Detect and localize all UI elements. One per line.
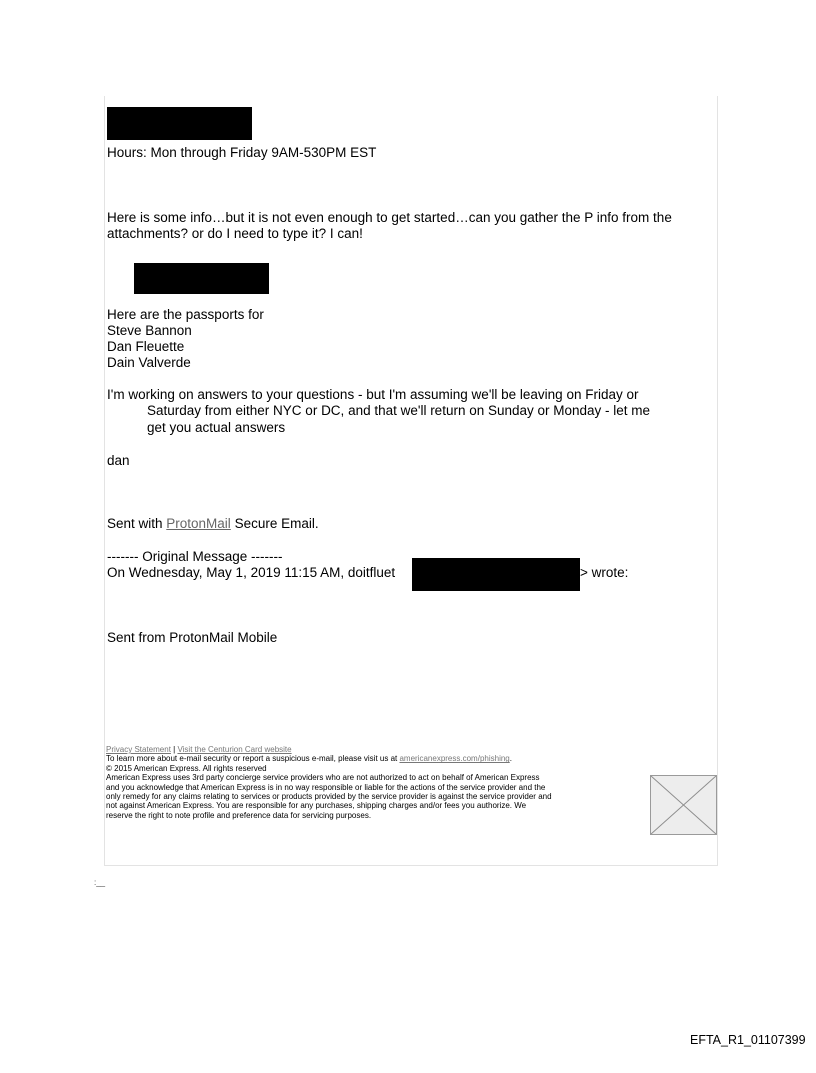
hours-text: Hours: Mon through Friday 9AM-530PM EST — [107, 145, 377, 160]
passports-line: Here are the passports for — [107, 307, 264, 322]
disclaimer-line: American Express uses 3rd party concierge service providers who are not authorized to act on behalf of American Express — [106, 773, 540, 783]
signoff: dan — [107, 453, 130, 468]
passport-name: Steve Bannon — [107, 323, 192, 338]
privacy-statement-link[interactable]: Privacy Statement — [106, 745, 171, 754]
footer-links-row — [106, 745, 651, 754]
body-intro-line: attachments? or do I need to type it? I can! — [107, 226, 363, 241]
body-intro-line: Here is some info…but it is not even enough to get started…can you gather the P info from the — [107, 210, 672, 225]
protonmail-link[interactable]: ProtonMail — [166, 516, 231, 531]
disclaimer-line: reserve the right to note profile and preference data for servicing purposes. — [106, 810, 372, 820]
copyright-text: © 2015 American Express. All rights reserved — [106, 763, 267, 773]
passport-name: Dan Fleuette — [107, 339, 185, 354]
security-end: . — [509, 754, 512, 764]
original-message-wrote: > wrote: — [580, 565, 629, 580]
broken-image-icon — [650, 775, 717, 835]
answers-line: Saturday from either NYC or DC, and that we'll return on Sunday or Monday - let me — [147, 403, 651, 418]
sent-with-line — [107, 516, 319, 532]
redaction-block — [134, 263, 269, 294]
redaction-block — [412, 558, 580, 591]
original-message-from: On Wednesday, May 1, 2019 11:15 AM, doitfluet — [107, 565, 396, 580]
stray-mark: :__ — [94, 878, 106, 887]
security-row — [106, 754, 651, 763]
sent-mobile-line: Sent from ProtonMail Mobile — [107, 630, 278, 645]
disclaimer-line: only remedy for any claims relating to services or products provided by the service provider is against the service provider and — [106, 792, 552, 802]
original-message-header: ------- Original Message ------- — [107, 549, 283, 564]
centurion-card-link[interactable]: Visit the Centurion Card website — [177, 745, 292, 754]
disclaimer-line: and you acknowledge that American Express is in no way responsible or liable for the actions of the service provider and the — [106, 782, 546, 792]
redaction-block — [107, 107, 252, 140]
sent-with-prefix: Sent with — [107, 516, 167, 531]
document-id: EFTA_R1_01107399 — [690, 1033, 806, 1047]
security-text: To learn more about e-mail security or report a suspicious e-mail, please visit us at — [106, 754, 400, 764]
sent-with-suffix: Secure Email. — [230, 516, 319, 531]
amex-footer — [106, 745, 651, 820]
passport-name: Dain Valverde — [107, 355, 191, 370]
answers-line: I'm working on answers to your questions - but I'm assuming we'll be leaving on Friday or — [107, 387, 639, 402]
disclaimer-line: not against American Express. You are responsible for any purchases, shipping charges and/or fees you authorize. We — [106, 801, 527, 811]
phishing-link[interactable]: americanexpress.com/phishing — [399, 754, 510, 764]
answers-line: get you actual answers — [147, 420, 286, 435]
footer-separator: | — [170, 745, 178, 754]
